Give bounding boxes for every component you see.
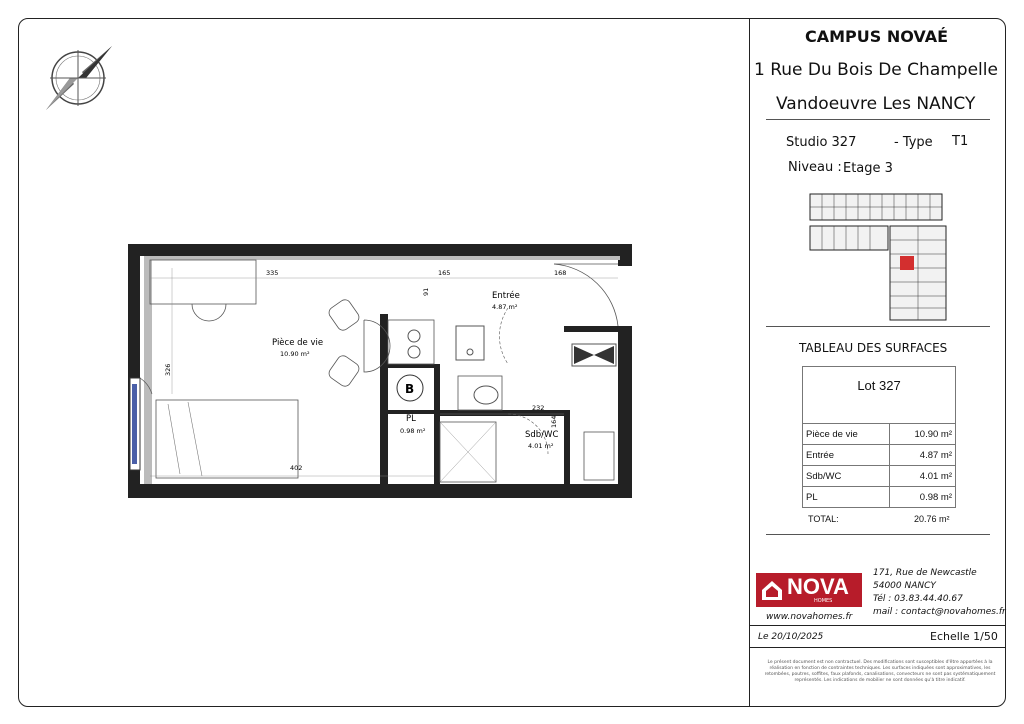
dim-label: 164 bbox=[550, 415, 558, 428]
date-label: Le 20/10/2025 bbox=[758, 632, 824, 642]
room-name: PL bbox=[406, 414, 416, 424]
company-city: 54000 NANCY bbox=[873, 581, 936, 591]
total-value: 20.76 m² bbox=[914, 514, 950, 524]
surfaces-heading: TABLEAU DES SURFACES bbox=[799, 341, 948, 355]
room-name: Sdb/WC bbox=[525, 430, 559, 440]
row-name: Entrée bbox=[803, 445, 890, 466]
dim-label: 168 bbox=[554, 269, 567, 277]
logo-sub: HOMES bbox=[814, 598, 833, 604]
lot-number: Lot 327 bbox=[802, 366, 956, 404]
dim-label: 91 bbox=[422, 287, 430, 296]
dim-label: 326 bbox=[164, 363, 172, 376]
dim-label: 402 bbox=[290, 464, 303, 472]
panel-separator bbox=[749, 18, 750, 707]
company-email[interactable]: mail : contact@novahomes.fr bbox=[873, 607, 1006, 617]
row-name: Pièce de vie bbox=[803, 424, 890, 445]
row-name: Sdb/WC bbox=[803, 466, 890, 487]
disclaimer-text: Le présent document est non contractuel. Des modifications sont susceptibles d'être apportées à la réalisation en fonction de contraintes techniques. Les surfaces indiquées sont approximatives, les retombées, poutres, soffites, faux plafonds, canalisations, convecteurs ne sont pas systématiquement représentés. Les indications de mobilier ne sont données qu'à titre indicatif. bbox=[764, 660, 996, 683]
row-name: PL bbox=[803, 487, 890, 508]
nova-logo bbox=[756, 573, 862, 607]
studio-label: Studio 327 bbox=[786, 135, 857, 150]
company-phone: Tél : 03.83.44.40.67 bbox=[873, 594, 963, 604]
floor-plan bbox=[128, 244, 632, 498]
website-link[interactable]: www.novahomes.fr bbox=[766, 612, 853, 622]
dim-label: 335 bbox=[266, 269, 279, 277]
company-street: 171, Rue de Newcastle bbox=[873, 568, 977, 578]
table-row bbox=[803, 487, 956, 508]
divider bbox=[766, 326, 990, 327]
divider bbox=[750, 647, 1006, 648]
table-row bbox=[803, 424, 956, 445]
table-row bbox=[803, 466, 956, 487]
level-label: Niveau : bbox=[788, 160, 842, 175]
row-value: 0.98 m² bbox=[890, 487, 956, 508]
total-label: TOTAL: bbox=[808, 514, 839, 524]
logo-text: NOVA bbox=[787, 574, 849, 599]
divider bbox=[766, 534, 990, 535]
svg-text:B: B bbox=[405, 382, 415, 396]
north-compass-icon bbox=[42, 42, 116, 114]
project-title: CAMPUS NOVAÉ bbox=[805, 27, 949, 46]
type-label: - Type bbox=[894, 135, 933, 150]
wall-top bbox=[128, 244, 632, 256]
house-logo-icon bbox=[760, 578, 784, 602]
divider bbox=[750, 625, 1006, 626]
room-area: 0.98 m² bbox=[400, 427, 426, 435]
table-row bbox=[803, 445, 956, 466]
room-name: Pièce de vie bbox=[272, 338, 324, 348]
type-value: T1 bbox=[952, 134, 969, 149]
building-key-plan bbox=[808, 190, 968, 326]
row-value: 10.90 m² bbox=[890, 424, 956, 445]
address-line2: Vandoeuvre Les NANCY bbox=[776, 94, 976, 114]
room-name: Entrée bbox=[492, 291, 520, 301]
dim-label: 165 bbox=[438, 269, 451, 277]
room-area: 10.90 m² bbox=[280, 350, 310, 358]
table-spacer bbox=[802, 404, 956, 423]
room-area: 4.87 m² bbox=[492, 303, 518, 311]
surfaces-table bbox=[802, 423, 956, 508]
room-area: 4.01 m² bbox=[528, 442, 554, 450]
row-value: 4.01 m² bbox=[890, 466, 956, 487]
wall-bottom bbox=[128, 484, 632, 498]
address-line1: 1 Rue Du Bois De Champelle bbox=[754, 60, 998, 80]
row-value: 4.87 m² bbox=[890, 445, 956, 466]
level-value: Etage 3 bbox=[843, 161, 893, 176]
unit-location-marker bbox=[900, 256, 914, 270]
divider bbox=[766, 119, 990, 120]
scale-label: Echelle 1/50 bbox=[930, 630, 998, 643]
dim-label: 232 bbox=[532, 404, 545, 412]
